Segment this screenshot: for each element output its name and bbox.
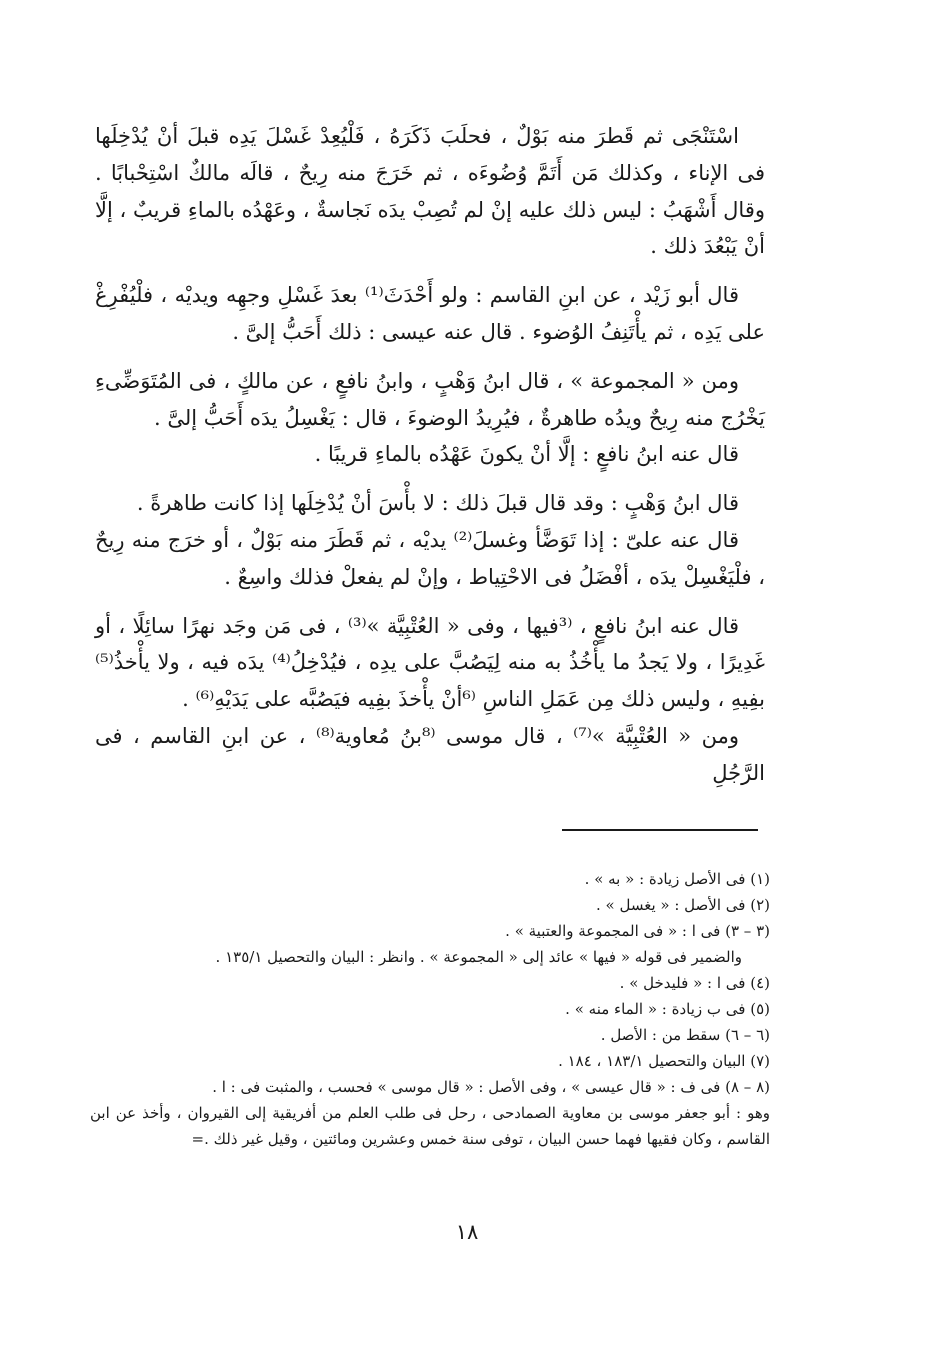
paragraph: قال عنه علىّ : إذا تَوَضَّأ وغسلَ⁽²⁾ يديْه ، ثم قَطَرَ منه بَوْلٌ ، أو خرَج منه رِيحٌ ، فلْيَغْسِلْ يدَه ، أفْضَلُ فى الاحْتِياط ، وإنْ لم يفعلْ فذلك واسِعٌ .	[95, 527, 765, 589]
paragraph: اسْتَنْجَى ثم قَطرَ منه بَوْلٌ ، فحلَبَ ذَكَرَهُ ، فَلْيُعِدْ غَسْلَ يَدِه قبلَ أنْ يُدْخِلَها فى الإناء ، وكذلك مَن أَتَمَّ وُضُوءَه ، ثم خَرَجَ منه رِيحٌ ، قالَه مالكٌ اسْتِحْبابًا . وقال أَشْهَبُ : ليس ذلك عليه إنْ لم تُصِبْ يدَه نَجاسةٌ ، وعَهْدُه بالماءِ قريبٌ ، إلَّا أنْ يَبْعُدَ ذلك .	[95, 124, 765, 259]
footnote: (٥) فى ب زيادة : « الماء منه » .	[565, 1000, 770, 1018]
footnote: (٦ – ٦) سقط من : الأصل .	[600, 1026, 770, 1044]
paragraph: قال ابنُ وَهْبٍ : وقد قال قبلَ ذلك : لا بأْسَ أنْ يُدْخِلَها إذا كانت طاهرةً .	[136, 491, 739, 516]
footnote: (١) فى الأصل زيادة : « به » .	[584, 870, 770, 888]
paragraph: قال عنه ابنُ نافعٍ : إلَّا أنْ يكونَ عَهْدُه بالماءِ قريبًا .	[314, 442, 739, 467]
footnote-separator	[562, 829, 758, 831]
main-text	[95, 118, 765, 792]
footnote: (٣ – ٣) فى ا : « فى المجموعة والعتبية » .	[505, 922, 770, 940]
footnote: (٧) البيان والتحصيل ١٨٣/١ ، ١٨٤ .	[558, 1052, 770, 1070]
page-number: ١٨	[455, 1220, 479, 1244]
footnote: (٨ – ٨) فى ف : « قال عيسى » ، وفى الأصل : « قال موسى » فحسب ، والمثبت فى : ا .	[212, 1078, 770, 1096]
paragraph: ومن « العُتْبِيَّة »⁽⁷⁾ ، قال موسى ⁽⁸بنُ مُعاوية⁽⁸⁾ ، عن ابنِ القاسم ، فى الرَّجُلِ	[95, 723, 765, 785]
footnote-continuation: والضمير فى قوله « فيها » عائد إلى « المجموعة » . وانظر : البيان والتحصيل ١٣٥/١ .	[215, 948, 742, 966]
footnote: (٢) فى الأصل : « يغسل » .	[596, 896, 770, 914]
footnote: (٤) فى ا : « فليدخل » .	[619, 974, 770, 992]
footnotes	[90, 866, 770, 1152]
paragraph: ومن « المجموعة » ، قال ابنُ وَهْبٍ ، وابنُ نافعٍ ، عن مالكٍ ، فى المُتَوَضِّىءِ يَخْرُج منه رِيحٌ ويدُه طاهرةٌ ، فيُرِيدُ الوضوءَ ، قال : يَغْسِلُ يدَه أَحَبُّ إلىَّ .	[95, 368, 765, 430]
footnote-continuation: وهو : أبو جعفر موسى بن معاوية الصمادحى ، رحل فى طلب العلم من أفريقية إلى القيروان ، وأخذ عن ابن القاسم ، وكان فقيها فهما حسن البيان ، توفى سنة خمس وعشرين ومائتين ، وقيل غير ذلك .=	[90, 1104, 770, 1148]
paragraph: قال عنه ابنُ نافعٍ ، ⁽³فيها ، وفى « العُتْبِيَّة »⁽³⁾ ، فى مَن وجَد نهرًا سائِلًا ، أو غَدِيرًا ، ولا يَجدُ ما يأْخُذُ به منه لِيَصُبَّ على يدِه ، فيُدْخِلُ⁽⁴⁾ يدَه فيه ، ولا يأْخذُ⁽⁵⁾ بفِيهِ ، وليس ذلك مِن عَمَلِ الناسِ ⁽⁶أنْ يأْخذَ بفِيه فيَصُبَّه على يَدَيْهِ⁽⁶⁾ .	[95, 613, 765, 712]
paragraph: قال أبو زَيْد ، عن ابنِ القاسم : ولو أَحْدَثَ⁽¹⁾ بعدَ غَسْلِ وجهِه ويديْه ، فلْيُفْرِغْ على يَدِه ، ثم يأْتَنِفُ الوُضوء . قال عنه عيسى : ذلك أَحَبُّ إلىَّ .	[95, 283, 765, 344]
